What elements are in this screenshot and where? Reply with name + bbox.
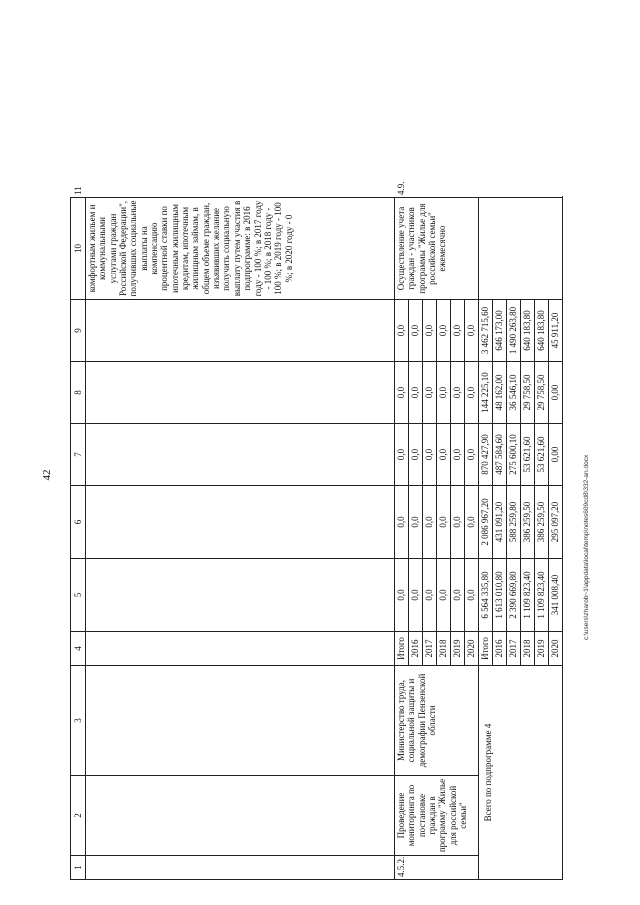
value-cell: 386 259,50 [535, 486, 549, 559]
landscape-table-container [70, 20, 605, 880]
value-cell: 295 097,20 [549, 486, 563, 559]
continuation-row [86, 21, 395, 880]
value-cell: 0,0 [437, 300, 451, 362]
value-cell: 0,0 [465, 300, 479, 362]
value-cell: 0,0 [409, 559, 423, 632]
value-cell: 870 427,90 [479, 424, 493, 486]
item-name: Проведение мониторинга по постановке граждан в программу "Жилье для российской семьи" [395, 776, 479, 856]
value-cell: 1 613 010,80 [493, 559, 507, 632]
value-cell: 3 462 715,60 [479, 300, 493, 362]
value-cell: 0,0 [423, 300, 437, 362]
value-cell: 0,0 [423, 424, 437, 486]
value-cell: 144 225,10 [479, 362, 493, 424]
value-cell: 0,0 [465, 486, 479, 559]
value-cell: 588 259,80 [507, 486, 521, 559]
value-cell: 45 911,20 [549, 300, 563, 362]
item-row: 4.5.2. Проведение мониторинга по постановке граждан в программу "Жилье для российской семьи" Министерство труда, социальной защиты и демографии Пензенской области Итого 0,0 0,0 0,0 0,0 0,0 Осуществление учета граждан - участников программы "Жилье для российской семьи" ежемесячно 4.9. [395, 21, 409, 880]
col-header-4: 4 [71, 632, 86, 666]
value-cell: 0,0 [437, 486, 451, 559]
year-cell: Итого [395, 632, 409, 666]
footer-file-path: c:\users\zharob~1\appdata\local\temp\notes609cd8\332-an.docx [583, 454, 590, 640]
col-header-1: 1 [71, 856, 86, 880]
value-cell: 53 621,60 [521, 424, 535, 486]
item-number: 4.5.2. [395, 856, 479, 880]
value-cell: 0,0 [409, 424, 423, 486]
total-empty-cell [479, 198, 563, 300]
value-cell: 341 008,40 [549, 559, 563, 632]
value-cell: 29 758,50 [535, 362, 549, 424]
year-cell: 2020 [465, 632, 479, 666]
value-cell: 646 173,00 [493, 300, 507, 362]
value-cell: 0,0 [395, 300, 409, 362]
value-cell: 275 600,10 [507, 424, 521, 486]
year-cell: 2017 [507, 632, 521, 666]
value-cell: 0,0 [451, 559, 465, 632]
value-cell: 0,0 [451, 486, 465, 559]
value-cell: 2 390 669,80 [507, 559, 521, 632]
value-cell: 0,0 [437, 362, 451, 424]
value-cell: 0,0 [423, 559, 437, 632]
value-cell: 0,0 [409, 486, 423, 559]
value-cell: 0,0 [437, 424, 451, 486]
value-cell: 0,0 [395, 362, 409, 424]
year-cell: 2019 [535, 632, 549, 666]
value-cell: 0,0 [423, 486, 437, 559]
item-executor: Министерство труда, социальной защиты и демографии Пензенской области [395, 666, 479, 776]
value-cell: 29 758,50 [521, 362, 535, 424]
year-cell: 2017 [423, 632, 437, 666]
value-cell: 0,0 [451, 300, 465, 362]
value-cell: 0,0 [465, 559, 479, 632]
value-cell: 487 584,60 [493, 424, 507, 486]
item-result: Осуществление учета граждан - участников программы "Жилье для российской семьи" ежемесячно [395, 198, 479, 300]
value-cell: 0,0 [409, 300, 423, 362]
value-cell: 0,0 [423, 362, 437, 424]
value-cell: 0,0 [409, 362, 423, 424]
year-cell: 2016 [409, 632, 423, 666]
year-cell: 2016 [493, 632, 507, 666]
value-cell: 431 091,20 [493, 486, 507, 559]
value-cell: 0,0 [395, 424, 409, 486]
continuation-text: комфортным жильем и коммунальными услугами граждан Российской Федерации", получивших социальные выплаты на компенсацию процентной ставки по ипотечным жилищным кредитам, ипотечным жилищным займам, в общем объеме граждан, изъявивших желание получить социальную выплату путем участия в подпрограмме: в 2016 году - 100 %; в 2017 году - 100 %; в 2018 году - 100 %; в 2019 году - 100 %; в 2020 году - 0 [86, 198, 395, 300]
value-cell: 0,0 [451, 362, 465, 424]
value-cell: 0,0 [395, 559, 409, 632]
col-header-5: 5 [71, 559, 86, 632]
value-cell: 640 183,80 [535, 300, 549, 362]
value-cell: 2 086 967,20 [479, 486, 493, 559]
value-cell: 48 162,00 [493, 362, 507, 424]
value-cell: 36 546,10 [507, 362, 521, 424]
col-header-9: 9 [71, 300, 86, 362]
value-cell: 0,00 [549, 424, 563, 486]
col-header-6: 6 [71, 486, 86, 559]
value-cell: 1 490 263,80 [507, 300, 521, 362]
col-header-8: 8 [71, 362, 86, 424]
col-header-3: 3 [71, 666, 86, 776]
col-header-7: 7 [71, 424, 86, 486]
program-table [70, 20, 563, 880]
value-cell: 0,00 [549, 362, 563, 424]
value-cell: 1 109 823,40 [521, 559, 535, 632]
rotated-page-frame [70, 20, 605, 880]
value-cell: 0,0 [437, 559, 451, 632]
page-number: 42 [41, 469, 53, 481]
value-cell: 640 183,80 [521, 300, 535, 362]
total-label: Всего по подпрограмме 4 [479, 666, 563, 880]
value-cell: 386 259,50 [521, 486, 535, 559]
col-header-10: 10 [71, 198, 86, 300]
value-cell: 53 621,60 [535, 424, 549, 486]
column-number-row: 1 2 3 4 5 6 7 8 9 10 11 [71, 21, 86, 880]
year-cell: 2020 [549, 632, 563, 666]
year-cell: 2018 [521, 632, 535, 666]
value-cell: 0,0 [395, 486, 409, 559]
value-cell: 1 109 823,40 [535, 559, 549, 632]
value-cell: 6 564 335,80 [479, 559, 493, 632]
value-cell: 0,0 [465, 424, 479, 486]
value-cell: 0,0 [451, 424, 465, 486]
total-row [479, 21, 493, 880]
year-cell: 2018 [437, 632, 451, 666]
year-cell: 2019 [451, 632, 465, 666]
col-header-2: 2 [71, 776, 86, 856]
value-cell: 0,0 [465, 362, 479, 424]
year-cell: Итого [479, 632, 493, 666]
